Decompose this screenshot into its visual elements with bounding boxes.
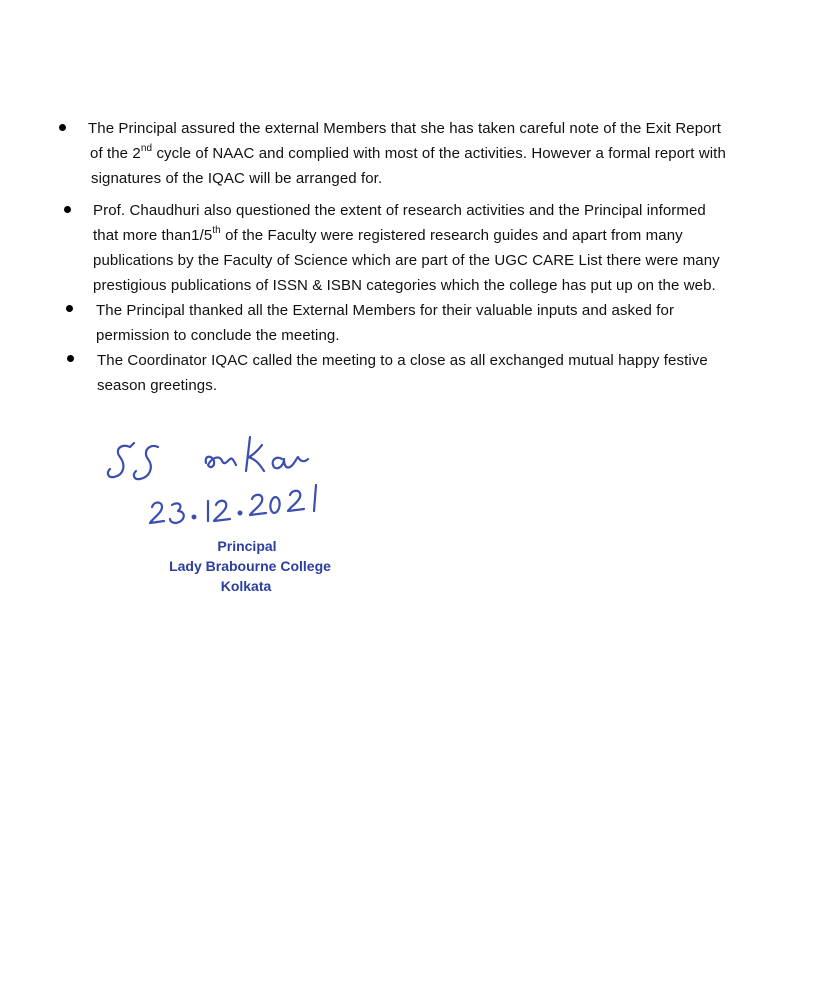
signature-stroke <box>248 445 264 471</box>
text-line: that more than1/5th of the Faculty were registered research guides and apart from many <box>93 225 683 244</box>
handwritten-signature <box>100 425 340 530</box>
signature-stroke <box>193 516 196 519</box>
signature-stroke <box>270 497 279 513</box>
signature-stroke <box>239 512 242 515</box>
bullet-item-closing <box>97 348 708 398</box>
signature-stroke <box>170 503 184 523</box>
signature-stroke <box>206 457 236 467</box>
stamp-college: Lady Brabourne College <box>169 558 331 574</box>
bullet-item-thanks <box>96 298 674 348</box>
text-line: The Principal thanked all the External Members for their valuable inputs and asked for <box>96 302 675 319</box>
bullet-point-icon <box>67 355 74 362</box>
bullet-point-icon <box>66 305 73 312</box>
text-line: permission to conclude the meeting. <box>96 327 340 344</box>
bullet-point-icon <box>64 206 71 213</box>
bullet-point-icon <box>59 124 66 131</box>
signature-stroke <box>314 485 316 511</box>
signature-stroke <box>130 443 134 447</box>
text-line: season greetings. <box>97 377 218 394</box>
bullet-item-research-activities <box>93 198 720 298</box>
text-line: The Principal assured the external Members that she has taken careful note of the Exit Report <box>88 120 721 137</box>
text-line: Prof. Chaudhuri also questioned the extent of research activities and the Principal informed <box>93 202 706 219</box>
signature-stroke <box>108 446 130 477</box>
bullet-item-exit-report <box>88 116 726 191</box>
signature-stroke <box>150 503 164 524</box>
text-line: The Coordinator IQAC called the meeting to a close as all exchanged mutual happy festive <box>97 352 708 369</box>
signature-stroke <box>134 446 158 479</box>
signature-stroke <box>250 495 266 515</box>
text-line: publications by the Faculty of Science which are part of the UGC CARE List there were many <box>93 252 720 269</box>
text-line: signatures of the IQAC will be arranged for. <box>91 170 383 187</box>
stamp-title: Principal <box>217 538 277 554</box>
text-line: of the 2nd cycle of NAAC and complied with most of the activities. However a formal report with <box>90 143 726 162</box>
signature-stroke <box>214 501 230 521</box>
text-line: prestigious publications of ISSN & ISBN categories which the college has put up on the web. <box>93 277 716 294</box>
signature-stroke <box>273 457 308 468</box>
principal-stamp <box>130 536 370 596</box>
signature-stroke <box>288 491 304 511</box>
stamp-city: Kolkata <box>220 578 272 594</box>
signature-stroke <box>246 437 250 471</box>
